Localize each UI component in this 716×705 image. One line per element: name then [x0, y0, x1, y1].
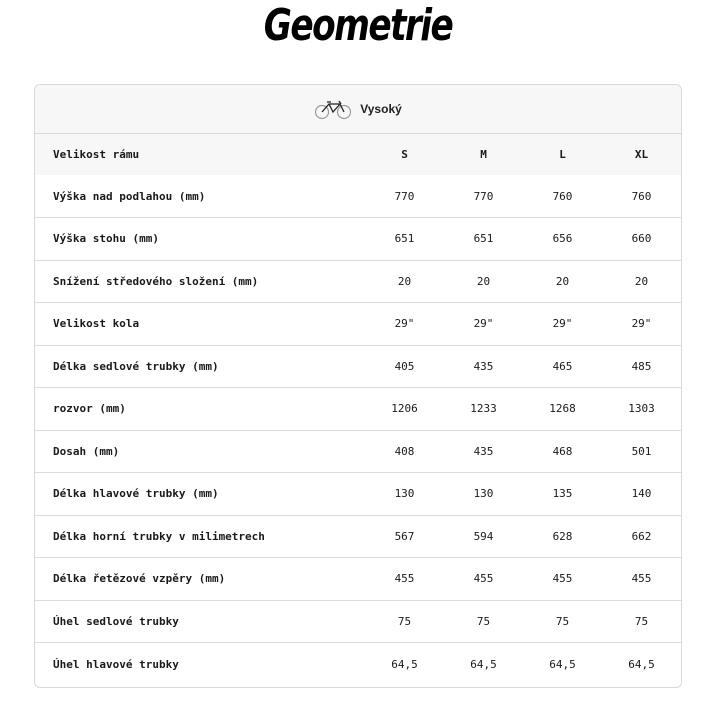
table-row [35, 388, 681, 431]
table-cell: 140 [602, 473, 681, 516]
table-cell: 567 [365, 515, 444, 558]
row-label: Délka sedlové trubky (mm) [35, 345, 365, 388]
table-cell: 75 [602, 600, 681, 643]
table-header-row [35, 134, 681, 175]
table-cell: 29" [444, 303, 523, 346]
table-cell: 628 [523, 515, 602, 558]
table-cell: 20 [365, 260, 444, 303]
table-cell: 130 [444, 473, 523, 516]
table-cell: 1206 [365, 388, 444, 431]
table-cell: 455 [523, 558, 602, 601]
table-row [35, 175, 681, 218]
table-cell: 1233 [444, 388, 523, 431]
table-cell: 651 [444, 218, 523, 261]
row-label: Délka horní trubky v milimetrech [35, 515, 365, 558]
row-label: Úhel sedlové trubky [35, 600, 365, 643]
table-row [35, 600, 681, 643]
column-header-size-m: M [480, 148, 487, 161]
table-cell: 29" [523, 303, 602, 346]
table-cell: 468 [523, 430, 602, 473]
table-cell: 75 [444, 600, 523, 643]
table-cell: 75 [365, 600, 444, 643]
row-label: Velikost kola [35, 303, 365, 346]
table-cell: 1303 [602, 388, 681, 431]
column-header-frame-size: Velikost rámu [53, 148, 140, 161]
table-cell: 770 [365, 175, 444, 218]
table-row [35, 643, 681, 686]
column-header-size-s: S [401, 148, 408, 161]
geometry-card [34, 84, 682, 688]
table-cell: 662 [602, 515, 681, 558]
table-cell: 465 [523, 345, 602, 388]
table-cell: 20 [602, 260, 681, 303]
table-cell: 64,5 [391, 657, 418, 671]
row-label: Snížení středového složení (mm) [35, 260, 365, 303]
column-header-size-l: L [559, 148, 566, 161]
table-cell: 64,5 [549, 657, 576, 671]
table-row [35, 473, 681, 516]
table-row [35, 218, 681, 261]
table-cell: 435 [444, 430, 523, 473]
row-label: rozvor (mm) [35, 388, 365, 431]
table-cell: 130 [365, 473, 444, 516]
row-label: Výška stohu (mm) [35, 218, 365, 261]
table-cell: 408 [365, 430, 444, 473]
row-label: Dosah (mm) [35, 430, 365, 473]
table-cell: 135 [523, 473, 602, 516]
table-cell: 760 [523, 175, 602, 218]
table-cell: 485 [602, 345, 681, 388]
table-row [35, 558, 681, 601]
tab-vysoky[interactable] [314, 98, 402, 120]
row-label: Délka řetězové vzpěry (mm) [35, 558, 365, 601]
table-cell: 64,5 [628, 657, 655, 671]
table-row [35, 260, 681, 303]
bicycle-icon [314, 98, 352, 120]
table-cell: 64,5 [470, 657, 497, 671]
table-row [35, 430, 681, 473]
row-label: Délka hlavové trubky (mm) [35, 473, 365, 516]
column-header-size-xl: XL [634, 148, 649, 161]
table-cell: 455 [444, 558, 523, 601]
table-cell: 651 [365, 218, 444, 261]
table-cell: 29" [365, 303, 444, 346]
table-cell: 770 [444, 175, 523, 218]
table-cell: 20 [523, 260, 602, 303]
table-row [35, 345, 681, 388]
table-cell: 455 [602, 558, 681, 601]
row-label: Výška nad podlahou (mm) [35, 175, 365, 218]
table-cell: 656 [523, 218, 602, 261]
table-cell: 20 [444, 260, 523, 303]
table-cell: 760 [602, 175, 681, 218]
table-row [35, 515, 681, 558]
table-cell: 435 [444, 345, 523, 388]
row-label: Úhel hlavové trubky [53, 657, 179, 671]
geometry-table [35, 134, 681, 685]
table-cell: 660 [602, 218, 681, 261]
table-cell: 75 [523, 600, 602, 643]
table-cell: 455 [365, 558, 444, 601]
table-cell: 501 [602, 430, 681, 473]
tab-bar [35, 85, 681, 134]
table-row [35, 303, 681, 346]
table-cell: 405 [365, 345, 444, 388]
page-title: Geometrie [263, 0, 453, 51]
table-cell: 29" [602, 303, 681, 346]
tab-label: Vysoký [360, 102, 402, 116]
table-cell: 594 [444, 515, 523, 558]
table-cell: 1268 [523, 388, 602, 431]
